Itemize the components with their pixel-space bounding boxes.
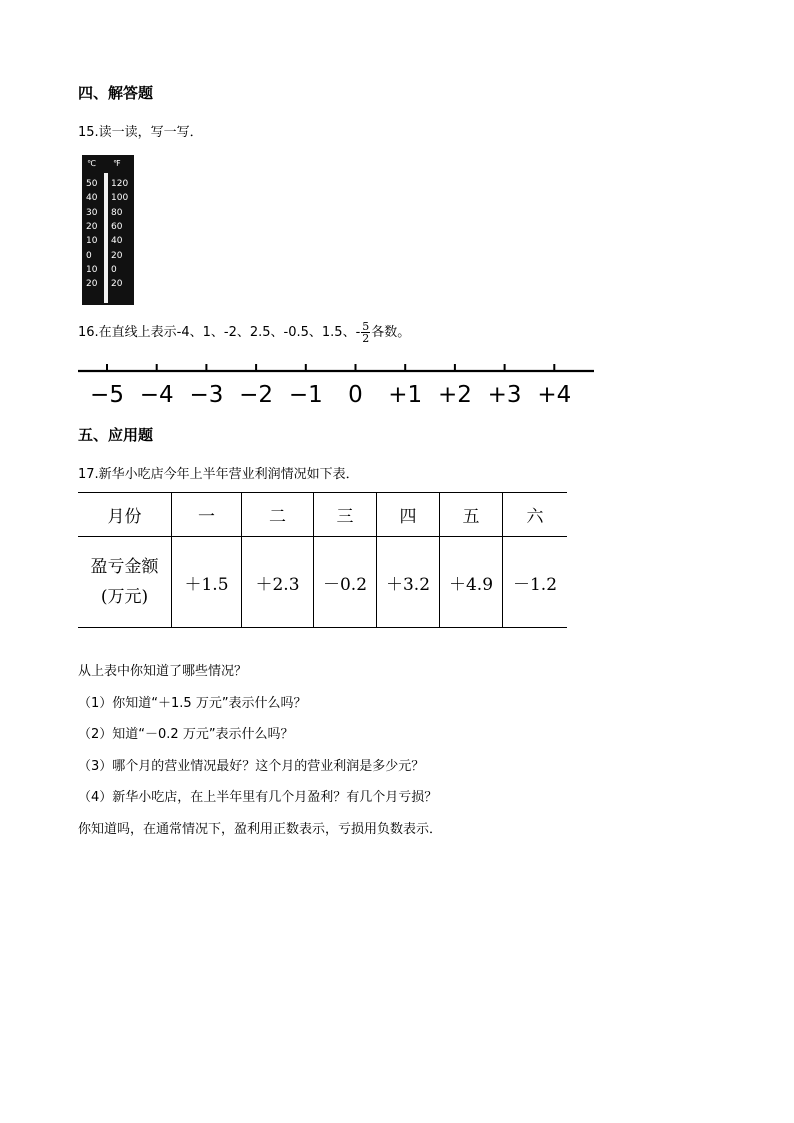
number-line-label: −5 bbox=[90, 382, 124, 408]
table-month-cell: 六 bbox=[503, 493, 568, 537]
thermometer-image bbox=[82, 155, 134, 305]
number-line-label: −2 bbox=[239, 382, 274, 408]
profit-table bbox=[78, 492, 567, 628]
number-line-label: +2 bbox=[437, 382, 472, 408]
sub-question-1: （1）你知道“＋1.5 万元”表示什么吗？ bbox=[78, 696, 307, 711]
number-line-label: 0 bbox=[348, 382, 363, 408]
fahrenheit-tick-label: 80 bbox=[111, 207, 123, 218]
celsius-tick-label: 30 bbox=[86, 207, 98, 218]
table-row-label bbox=[78, 537, 172, 628]
table-row-label-line2: (万元) bbox=[100, 587, 149, 607]
sub-question-3: （3）哪个月的营业情况最好？这个月的营业利润是多少元？ bbox=[78, 759, 425, 774]
number-line-label: +3 bbox=[487, 382, 522, 408]
fraction-numerator: 5 bbox=[362, 320, 370, 333]
fahrenheit-label: ℉ bbox=[113, 159, 121, 168]
table-value-row bbox=[78, 537, 567, 628]
celsius-tick-label: 10 bbox=[86, 236, 98, 247]
question-16-text-after: 各数。 bbox=[371, 325, 411, 340]
question-15-text: 15.读一读，写一写． bbox=[78, 125, 203, 140]
fraction-denominator: 2 bbox=[362, 332, 370, 345]
table-month-cell: 二 bbox=[242, 493, 314, 537]
sub-question-2: （2）知道“－0.2 万元”表示什么吗？ bbox=[78, 727, 294, 742]
table-value-cell: ＋4.9 bbox=[440, 537, 503, 628]
fahrenheit-tick-label: 60 bbox=[111, 221, 123, 232]
table-value-cell: －1.2 bbox=[503, 537, 568, 628]
table-month-cell: 一 bbox=[172, 493, 242, 537]
table-header-label: 月份 bbox=[78, 493, 172, 537]
table-value-cell: －0.2 bbox=[314, 537, 377, 628]
question-16-text bbox=[78, 318, 410, 348]
fahrenheit-tick-label: 40 bbox=[111, 236, 123, 247]
celsius-tick-label: 40 bbox=[86, 193, 98, 204]
celsius-tick-label: 20 bbox=[86, 279, 98, 290]
table-value-cell: ＋2.3 bbox=[242, 537, 314, 628]
table-row-label-line1: 盈亏金额 bbox=[90, 557, 159, 577]
fahrenheit-tick-label: 120 bbox=[111, 179, 129, 189]
section-heading-4: 四、解答题 bbox=[78, 84, 154, 102]
table-header-row bbox=[78, 493, 567, 537]
celsius-tick-label: 50 bbox=[86, 179, 98, 189]
question-17-text: 17.新华小吃店今年上半年营业利润情况如下表． bbox=[78, 467, 359, 482]
fahrenheit-tick-label: 100 bbox=[111, 193, 129, 204]
number-line-label: −4 bbox=[139, 382, 174, 408]
fahrenheit-tick-label: 20 bbox=[111, 250, 123, 261]
fraction-five-halves bbox=[361, 321, 370, 344]
number-line-label: +1 bbox=[388, 382, 423, 408]
table-month-cell: 三 bbox=[314, 493, 377, 537]
question-16-text-before: 16.在直线上表示-4、1、-2、2.5、-0.5、1.5、- bbox=[78, 325, 361, 340]
table-month-cell: 五 bbox=[440, 493, 503, 537]
celsius-tick-label: 20 bbox=[86, 221, 98, 232]
thermometer-tube bbox=[104, 173, 108, 303]
celsius-tick-label: 10 bbox=[86, 264, 98, 275]
number-line-label: −1 bbox=[288, 382, 323, 408]
fahrenheit-tick-label: 20 bbox=[111, 279, 123, 290]
question-17-prompt: 从上表中你知道了哪些情况？ bbox=[78, 664, 248, 679]
question-17-note: 你知道吗，在通常情况下，盈利用正数表示，亏损用负数表示． bbox=[78, 822, 443, 837]
number-line-label: −3 bbox=[189, 382, 224, 408]
section-heading-5: 五、应用题 bbox=[78, 426, 154, 444]
table-value-cell: ＋1.5 bbox=[172, 537, 242, 628]
table-month-cell: 四 bbox=[377, 493, 440, 537]
number-line-label: +4 bbox=[537, 382, 572, 408]
celsius-tick-label: 0 bbox=[86, 250, 92, 261]
sub-question-4: （4）新华小吃店，在上半年里有几个月盈利？有几个月亏损？ bbox=[78, 790, 438, 805]
celsius-label: ℃ bbox=[87, 159, 96, 168]
fahrenheit-tick-label: 0 bbox=[111, 264, 117, 275]
table-value-cell: ＋3.2 bbox=[377, 537, 440, 628]
